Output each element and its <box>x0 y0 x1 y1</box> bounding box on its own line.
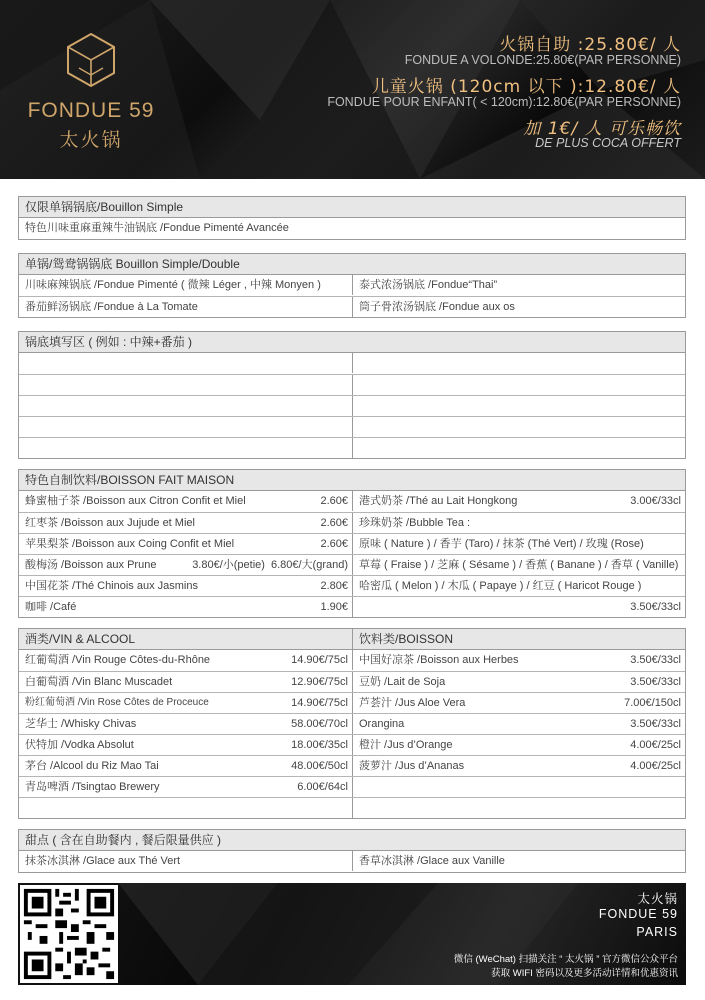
fill-in-field[interactable] <box>352 417 685 437</box>
menu-item: 白葡萄酒 /Vin Blanc Muscadet 12.90€/75cl <box>25 676 348 688</box>
menu-item: 粉红葡萄酒 /Vin Rose Côtes de Proceuce 14.90€/75cl <box>25 697 348 709</box>
menu-item: 3.50€/33cl <box>352 597 685 617</box>
menu-item: 伏特加 /Vodka Absolut 18.00€/35cl <box>25 739 348 751</box>
fill-in-field[interactable] <box>352 375 685 395</box>
menu-item: 咖啡 /Café 1.90€ <box>25 601 348 613</box>
hexagon-cube-logo-icon <box>63 32 119 88</box>
menu-item-empty <box>352 798 685 818</box>
menu-item: 芦荟汁 /Jus Aloe Vera 7.00€/150cl <box>352 693 685 713</box>
menu-item: 哈密瓜 ( Melon ) / 木瓜 ( Papaye ) / 红豆 ( Haricot Rouge ) <box>352 576 685 596</box>
bouillon-double-section <box>18 253 686 318</box>
wechat-qr-code-icon[interactable] <box>20 885 118 983</box>
kids-price-zh: 儿童火锅 (120cm 以下 ):12.80€/ 人 <box>371 77 681 97</box>
vin-boisson-section <box>18 628 686 819</box>
menu-item: 苹果梨茶 /Boisson aux Coing Confit et Miel 2.60€ <box>25 538 348 550</box>
coca-offer-fr: DE PLUS COCA OFFERT <box>535 136 681 150</box>
menu-item: 香草冰淇淋 /Glace aux Vanille <box>352 851 685 871</box>
footer-name-en: FONDUE 59 <box>598 907 678 921</box>
boisson-maison-section <box>18 469 686 618</box>
fill-in-field[interactable] <box>19 353 352 373</box>
fill-in-field[interactable] <box>19 438 352 458</box>
footer-name-zh: 太火锅 <box>637 892 678 906</box>
menu-item: 菠萝汁 /Jus d’Ananas 4.00€/25cl <box>352 756 685 776</box>
section-title: 锅底填写区 ( 例如 : 中辣+番茄 ) <box>19 332 685 353</box>
menu-item: 原味 ( Nature ) / 香芋 (Taro) / 抹茶 (Thé Vert) / 玫瑰 (Rose) <box>352 534 685 554</box>
dessert-section <box>18 829 686 873</box>
menu-item: 红枣茶 /Boisson aux Jujude et Miel 2.60€ <box>25 517 348 529</box>
menu-item: 青岛啤酒 /Tsingtao Brewery 6.00€/64cl <box>25 781 348 793</box>
brand-name-en: FONDUE 59 <box>27 99 155 122</box>
menu-item: 特色川味重麻重辣牛油锅底 /Fondue Pimenté Avancée <box>25 222 289 234</box>
menu-item: 筒子骨浓汤锅底 /Fondue aux os <box>352 297 685 317</box>
coca-offer-zh: 加 1€/ 人 可乐畅饮 <box>523 119 681 139</box>
footer-wechat-line2: 获取 WIFI 密码以及更多活动详情和优惠资讯 <box>491 968 678 979</box>
adult-price-zh: 火锅自助 :25.80€/ 人 <box>499 35 681 55</box>
menu-item: 酸梅汤 /Boisson aux Prune 3.80€/小(petie) 6.80€/大(grand) <box>25 559 348 571</box>
menu-item: 泰式浓汤锅底 /Fondue“Thai” <box>352 275 685 295</box>
menu-item: 珍珠奶茶 /Bubble Tea : <box>352 513 685 533</box>
menu-item: 蜂蜜柚子茶 /Boisson aux Citron Confit et Miel 2.60€ <box>25 495 348 507</box>
menu-item: 草莓 ( Fraise ) / 芝麻 ( Sésame ) / 香蕉 ( Banane ) / 香草 ( Vanille) <box>352 555 685 575</box>
footer-banner <box>18 883 686 985</box>
fill-in-field[interactable] <box>352 438 685 458</box>
fill-in-field[interactable] <box>352 353 685 373</box>
menu-item: 茅台 /Alcool du Riz Mao Tai 48.00€/50cl <box>25 760 348 772</box>
fill-in-field[interactable] <box>19 417 352 437</box>
menu-item: 红葡萄酒 /Vin Rouge Côtes-du-Rhône 14.90€/75cl <box>25 654 348 666</box>
menu-item <box>352 777 685 797</box>
adult-price-fr: FONDUE A VOLONDE:25.80€(PAR PERSONNE) <box>404 53 681 67</box>
menu-item: 中国花茶 /Thé Chinois aux Jasmins 2.80€ <box>25 580 348 592</box>
footer-city: PARIS <box>636 925 678 939</box>
fill-in-field[interactable] <box>352 396 685 416</box>
menu-header-banner <box>0 0 705 179</box>
broth-fill-in-section <box>18 331 686 459</box>
menu-item: 番茄鲜汤锅底 /Fondue à La Tomate <box>25 301 198 313</box>
menu-item-empty <box>19 798 352 818</box>
section-title-boisson: 饮料类/BOISSON <box>352 629 685 649</box>
section-title: 单锅/鸳鸯锅锅底 Bouillon Simple/Double <box>19 254 685 275</box>
fill-in-field[interactable] <box>19 375 352 395</box>
section-title: 甜点 ( 含在自助餐内 , 餐后限量供应 ) <box>19 830 685 851</box>
menu-item: 豆奶 /Lait de Soja 3.50€/33cl <box>352 672 685 692</box>
menu-item: 橙汁 /Jus d’Orange 4.00€/25cl <box>352 735 685 755</box>
menu-item: 港式奶茶 /Thé au Lait Hongkong 3.00€/33cl <box>352 491 685 511</box>
fill-in-field[interactable] <box>19 396 352 416</box>
kids-price-fr: FONDUE POUR ENFANT( < 120cm):12.80€(PAR PERSONNE) <box>327 95 681 109</box>
brand-name-zh: 太火锅 <box>59 129 123 151</box>
menu-item: 川味麻辣锅底 /Fondue Pimenté ( 微辣 Léger , 中辣 Monyen ) <box>25 279 321 291</box>
menu-item: 芝华士 /Whisky Chivas 58.00€/70cl <box>25 718 348 730</box>
menu-item: 中国好凉茶 /Boisson aux Herbes 3.50€/33cl <box>352 650 685 670</box>
menu-item: Orangina 3.50€/33cl <box>352 714 685 734</box>
menu-item: 抹茶冰淇淋 /Glace aux Thé Vert <box>25 855 181 867</box>
section-title: 特色自制饮料/BOISSON FAIT MAISON <box>19 470 685 491</box>
bouillon-simple-section <box>18 196 686 240</box>
section-title: 仅限单锅锅底/Bouillon Simple <box>19 197 685 218</box>
footer-wechat-line1: 微信 (WeChat) 扫描关注 “ 太火锅 ” 官方微信公众平台 <box>453 954 678 965</box>
section-title-vin: 酒类/VIN & ALCOOL <box>25 632 136 646</box>
